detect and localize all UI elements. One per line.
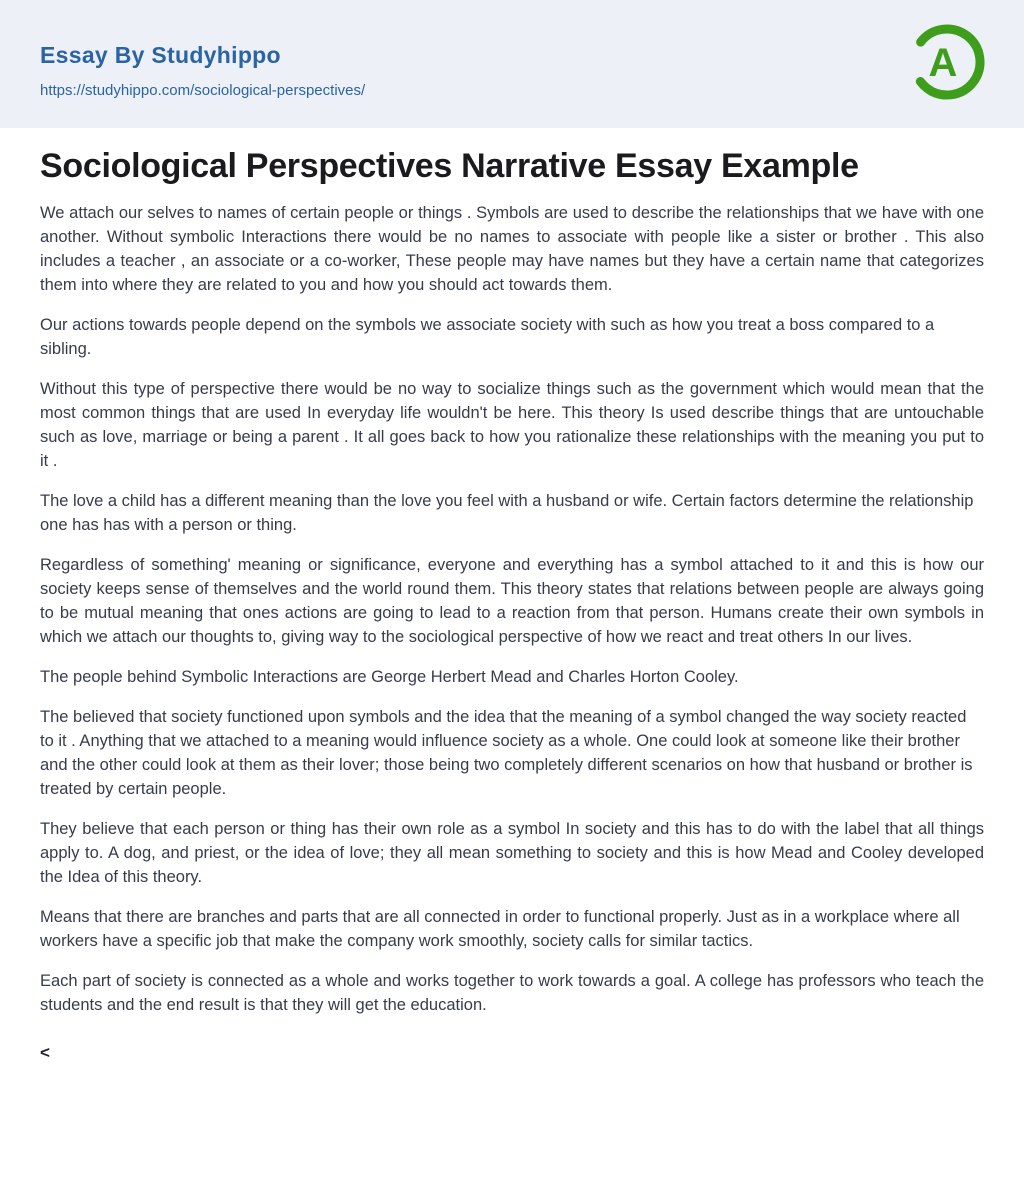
essay-paragraph: Means that there are branches and parts that are all connected in order to functional properly. Just as in a workplace where all workers have a specific job that make the company work smoothly, society calls for similar tactics. xyxy=(40,908,960,950)
essay-paragraph: The believed that society functioned upon symbols and the idea that the meaning of a symbol changed the way society reacted to it . Anything that we attached to a meaning would influence society as a whole. One could look at someone like their brother and the other could look at them as their lover; those being two completely different scenarios on how that husband or brother is treated by certain people. xyxy=(40,708,973,798)
page-url-link[interactable]: https://studyhippo.com/sociological-perspectives/ xyxy=(40,82,366,99)
logo-letter: A xyxy=(928,41,958,85)
site-title: Essay By Studyhippo xyxy=(40,42,281,68)
essay-paragraph: The people behind Symbolic Interactions are George Herbert Mead and Charles Horton Cooley. xyxy=(40,668,739,686)
essay-paragraph: We attach our selves to names of certain people or things . Symbols are used to describe the relationships that we have with one another. Without symbolic Interactions there would be no names to associate with people like a sister or brother . This also includes a teacher , an associate or a co-worker, These people may have names but they have a certain name that categorizes them into where they are related to you and how you should act towards them. xyxy=(40,204,984,294)
essay-paragraph: They believe that each person or thing has their own role as a symbol In society and this has to do with the label that all things apply to. A dog, and priest, or the idea of love; they all mean something to society and this is how Mead and Cooley developed the Idea of this theory. xyxy=(40,820,984,886)
essay-paragraph: Each part of society is connected as a whole and works together to work towards a goal. A college has professors who teach the students and the end result is that they will get the education. xyxy=(40,972,984,1014)
essay-content xyxy=(0,148,1024,1063)
essay-paragraph: Our actions towards people depend on the symbols we associate society with such as how you treat a boss compared to a sibling. xyxy=(40,316,935,358)
essay-paragraph: The love a child has a different meaning than the love you feel with a husband or wife. Certain factors determine the relationship one has has with a person or thing. xyxy=(40,492,974,534)
page-header xyxy=(0,0,1024,128)
studyhippo-logo-icon xyxy=(908,23,986,101)
essay-paragraph: Without this type of perspective there would be no way to socialize things such as the government which would mean that the most common things that are used In everyday life wouldn't be here. This theory Is used describe things that are untouchable such as love, marriage or being a parent . It all goes back to how you rationalize these relationships with the meaning you put to it . xyxy=(40,380,984,470)
essay-paragraph: Regardless of something' meaning or significance, everyone and everything has a symbol attached to it and this is how our society keeps sense of themselves and the world round them. This theory states that relations between people are always going to be mutual meaning that ones actions are going to lead to a reaction from that person. Humans create their own symbols in which we attach our thoughts to, giving way to the sociological perspective of how we react and treat others In our lives. xyxy=(40,556,984,646)
page-title: Sociological Perspectives Narrative Essay Example xyxy=(40,147,859,185)
trailing-text-fragment: < xyxy=(40,1043,50,1062)
